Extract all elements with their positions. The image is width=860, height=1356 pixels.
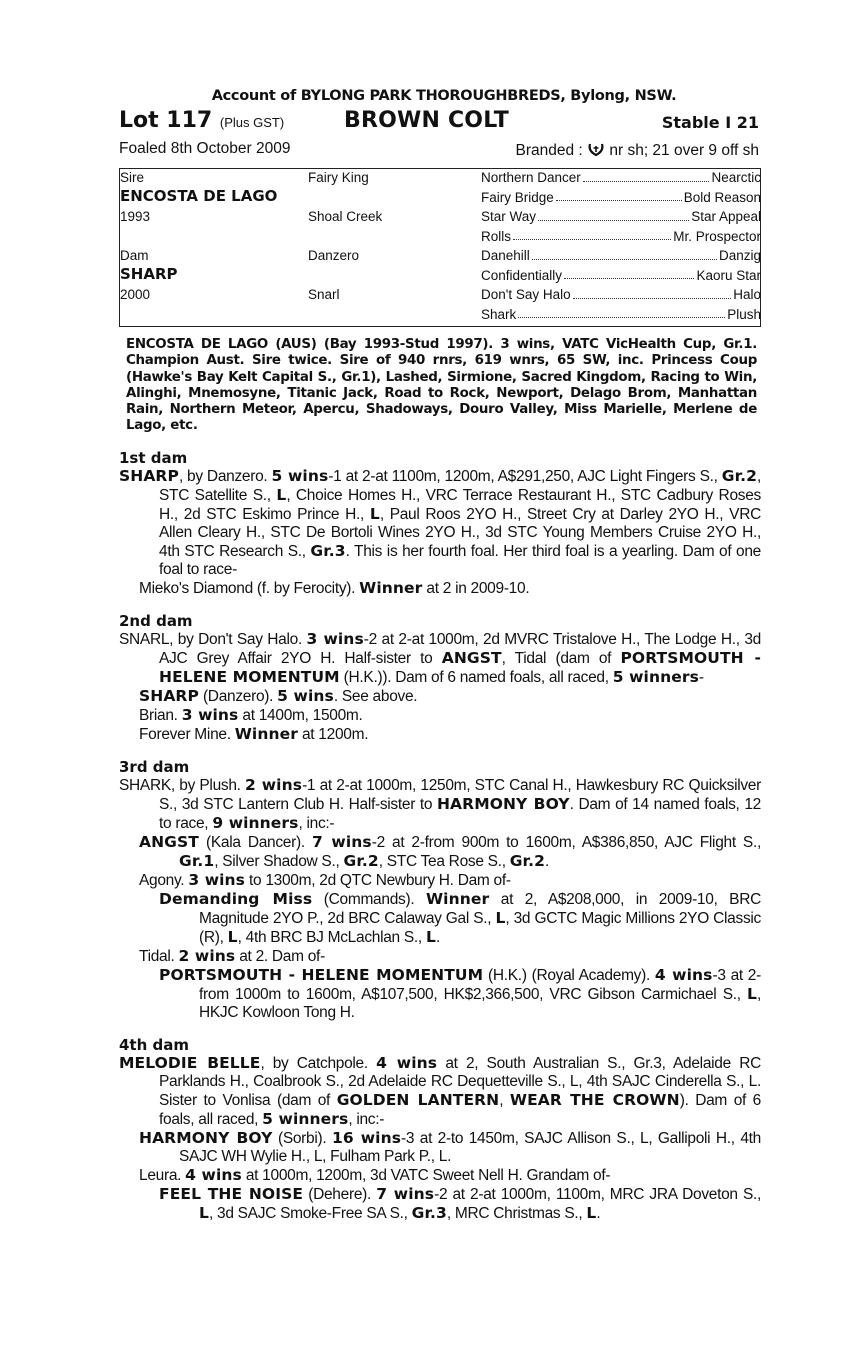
dam-name: SHARP xyxy=(120,265,178,283)
produce-record xyxy=(139,706,761,725)
record-text: (Danzero). xyxy=(198,687,278,705)
produce-record xyxy=(119,630,761,687)
bold-text: HARMONY BOY xyxy=(436,794,570,813)
bold-text: 3 wins xyxy=(188,870,245,889)
bold-text: L xyxy=(495,908,506,927)
record-text: . See above. xyxy=(333,687,418,705)
brand-mark-icon xyxy=(587,140,605,158)
record-text: , inc:- xyxy=(298,814,335,832)
record-text: at 2 in 2009-10. xyxy=(422,579,530,597)
record-text: -3 at 2-to 1450m, SAJC Allison S., L, Gallipoli H., 4th SAJC WH Wylie H., L, Fulham Park P., L. xyxy=(179,1129,761,1165)
record-text: , Tidal (dam of xyxy=(501,649,621,667)
ancestor-sire: Kaoru Star xyxy=(696,267,761,283)
record-text: at 1200m. xyxy=(297,725,369,743)
vendor-account: Account of BYLONG PARK THOROUGHBREDS, Bylong, NSW. xyxy=(211,88,677,104)
record-text: at 1000m, 1200m, 3d VATC Sweet Nell H. Grandam of- xyxy=(241,1166,611,1184)
dam-heading: 4th dam xyxy=(119,1035,189,1054)
record-text: , Choice Homes H., VRC Terrace Restaurant H., STC Cadbury Roses H., 2d STC Eskimo Prince H., xyxy=(159,486,761,523)
produce-record xyxy=(159,966,761,1022)
record-text: -1 at 2-at 1000m, 1250m, STC Canal H., Hawkesbury RC Quicksilver S., 3d STC Lantern Club H. Half-sister to xyxy=(159,776,761,813)
ancestor-row xyxy=(481,305,761,325)
record-text: , HKJC Kowloon Tong H. xyxy=(199,985,761,1021)
record-text: , Paul Roos 2YO H., Street Cry at Darley 2YO H., VRC Allen Cleary H., STC De Bortoli Wines 2YO H., 3d STC Young Members Cruise 2YO H., 4th STC Research S., xyxy=(159,505,761,560)
bold-text: L xyxy=(369,504,380,523)
produce-record xyxy=(139,871,761,890)
dam-year: 2000 xyxy=(120,287,151,302)
bold-text: 16 wins xyxy=(331,1128,402,1147)
record-text: Tidal. xyxy=(139,947,179,965)
record-text: at 2, A$208,000, in 2009-10, BRC Magnitude 2YO P., 2d BRC Calaway Gal S., xyxy=(199,890,762,927)
produce-record xyxy=(159,1185,761,1223)
bold-text: MELODIE BELLE xyxy=(119,1053,261,1072)
produce-record xyxy=(139,833,761,871)
ancestor-row xyxy=(481,207,761,227)
ancestor-row xyxy=(481,227,761,247)
ancestor-row xyxy=(481,246,761,266)
leader-dots xyxy=(583,168,710,182)
record-text: SHARK, by Plush. xyxy=(119,776,246,794)
record-text: -1 at 2-at 1100m, 1200m, A$291,250, AJC Light Fingers S., xyxy=(328,467,722,485)
bold-text: 5 wins xyxy=(271,466,329,485)
bold-text: HARMONY BOY xyxy=(139,1128,273,1147)
produce-record xyxy=(139,725,761,744)
bold-text: SHARP xyxy=(139,686,199,705)
dam-section xyxy=(119,1036,761,1223)
bold-text: Gr.3 xyxy=(411,1203,447,1222)
dam-section xyxy=(119,612,761,744)
branded-info xyxy=(516,140,759,160)
leader-dots xyxy=(556,188,682,202)
record-text: Forever Mine. xyxy=(139,725,235,743)
ancestor-row xyxy=(481,285,761,305)
bold-text: L xyxy=(586,1203,597,1222)
bold-text: Demanding Miss xyxy=(159,889,313,908)
bold-text: 9 winners xyxy=(212,813,299,832)
record-text: , 3d GCTC Magic Millions 2YO Classic (R), xyxy=(199,909,761,946)
leader-dots xyxy=(564,266,694,280)
ancestor-sire: Star Appeal xyxy=(691,209,761,224)
record-text: (H.K.) (Royal Academy). xyxy=(483,966,655,984)
record-text: -2 at 2-from 900m to 1600m, A$386,850, AJC Flight S., xyxy=(371,833,761,851)
record-text: , STC Satellite S., xyxy=(159,467,761,504)
produce-record xyxy=(139,1166,761,1185)
record-text: -2 at 2-at 1000m, 2d MVRC Tristalove H., The Lodge H., 3d AJC Grey Affair 2YO H. Half-sister to xyxy=(159,630,761,667)
ancestor-row xyxy=(481,188,761,208)
sire-dam: Shoal Creek xyxy=(308,209,383,224)
record-text: , STC Tea Rose S., xyxy=(378,852,510,870)
bold-text: L xyxy=(227,927,238,946)
bold-text: L xyxy=(276,485,287,504)
produce-record xyxy=(139,947,761,966)
branded-label: Branded : xyxy=(515,142,583,159)
bold-text: 5 wins xyxy=(277,686,334,705)
ancestor-name: Danehill xyxy=(481,248,530,263)
bold-text: GOLDEN LANTERN xyxy=(336,1090,500,1109)
record-text: , 4th BRC BJ McLachlan S., xyxy=(237,928,426,946)
bold-text: Winner xyxy=(234,724,298,743)
dam-sections xyxy=(119,449,761,1223)
leader-dots xyxy=(513,227,671,241)
ancestor-name: Don't Say Halo xyxy=(481,287,571,302)
bold-text: 7 wins xyxy=(311,832,372,851)
ancestor-name: Fairy Bridge xyxy=(481,189,554,205)
sire-year: 1993 xyxy=(120,209,151,224)
record-text: , xyxy=(499,1091,510,1109)
bold-text: FEEL THE NOISE xyxy=(159,1184,304,1203)
bold-text: L xyxy=(747,984,757,1003)
ancestor-row xyxy=(481,168,761,188)
leader-dots xyxy=(518,305,725,319)
record-text: - xyxy=(698,668,704,686)
bold-text: L xyxy=(425,927,436,946)
bold-text: 2 wins xyxy=(245,775,303,794)
sire-sire: Fairy King xyxy=(308,170,369,185)
record-text: Leura. xyxy=(139,1166,186,1184)
leader-dots xyxy=(573,285,732,299)
record-text: . xyxy=(435,928,440,946)
bold-text: 4 wins xyxy=(654,965,713,984)
bold-text: SHARP xyxy=(119,466,179,485)
record-text: Brian. xyxy=(139,706,182,724)
bold-text: Gr.2 xyxy=(343,851,379,870)
bold-text: ANGST xyxy=(139,832,199,851)
ancestor-sire: Nearctic xyxy=(711,170,761,185)
record-text: (H.K.)). Dam of 6 named foals, all raced, xyxy=(339,668,613,686)
record-text: to 1300m, 2d QTC Newbury H. Dam of- xyxy=(245,871,511,889)
dam-dam: Snarl xyxy=(308,287,340,302)
lot-label: Lot 117 xyxy=(119,108,213,133)
record-text: -3 at 2-from 1000m to 1600m, A$107,500, HK$2,366,500, VRC Gibson Carmichael S., xyxy=(199,966,761,1003)
produce-record xyxy=(139,579,761,598)
bold-text: Gr.3 xyxy=(310,541,346,560)
bold-text: 3 wins xyxy=(181,705,239,724)
sire-summary: ENCOSTA DE LAGO (AUS) (Bay 1993-Stud 1997). 3 wins, VATC VicHealth Cup, Gr.1. Champion Aust. Sire twice. Sire of 940 rnrs, 619 wnrs, 65 SW, inc. Princess Coup (Hawke's Bay Kelt Capital S., Gr.1), Lashed, Sirmione, Sacred Kingdom, Racing to Win, Alinghi, Mnemosyne, Titanic Jack, Road to Rock, Newport, Delago Brom, Manhattan Rain, Northern Meteor, Apercu, Shadoways, Douro Valley, Miss Marielle, Merlene de Lago, etc. xyxy=(126,337,757,434)
horse-description: BROWN COLT xyxy=(344,108,509,133)
record-text: Agony. xyxy=(139,871,189,889)
bold-text: 3 wins xyxy=(306,629,364,648)
dam-section xyxy=(119,758,761,1022)
ancestor-sire: Plush xyxy=(727,306,761,322)
foaled-date: Foaled 8th October 2009 xyxy=(119,140,291,157)
bold-text: Gr.1 xyxy=(179,851,215,870)
ancestor-sire: Mr. Prospector xyxy=(673,228,761,244)
bold-text: PORTSMOUTH - HELENE MOMENTUM xyxy=(159,965,484,984)
record-text: (Sorbi). xyxy=(272,1129,332,1147)
record-text: at 1400m, 1500m. xyxy=(238,706,363,724)
ancestor-name: Rolls xyxy=(481,228,512,244)
record-text: at 2, South Australian S., Gr.3, Adelaide RC Parklands H., Coalbrook S., 2d Adelaide RC Dequetteville S., L, 4th SAJC Cinderella S., L. Sister to Vonlisa (dam of xyxy=(159,1054,761,1109)
bold-text: PORTSMOUTH - HELENE MOMENTUM xyxy=(159,648,762,686)
record-text: Mieko's Diamond (f. by Ferocity). xyxy=(139,579,360,597)
ancestor-name: Northern Dancer xyxy=(481,170,581,185)
ancestor-row xyxy=(481,266,761,286)
bold-text: 5 winners xyxy=(262,1109,349,1128)
record-text: -2 at 2-at 1000m, 1100m, MRC JRA Doveton S., xyxy=(434,1185,761,1203)
record-text: SNARL, by Don't Say Halo. xyxy=(119,630,307,648)
ancestor-sire: Bold Reason xyxy=(683,189,761,205)
record-text: , Silver Shadow S., xyxy=(214,852,344,870)
lot-number xyxy=(119,108,284,133)
bold-text: L xyxy=(199,1203,209,1222)
sire-label: Sire xyxy=(120,170,145,185)
dam-heading: 3rd dam xyxy=(119,757,190,776)
record-text: . This is her fourth foal. Her third foal is a yearling. Dam of one foal to race- xyxy=(159,542,762,578)
dam-heading: 2nd dam xyxy=(119,611,193,630)
record-text: . xyxy=(596,1204,601,1222)
dam-heading: 1st dam xyxy=(119,448,188,467)
bold-text: ANGST xyxy=(441,648,502,667)
bold-text: Winner xyxy=(359,578,423,597)
ancestor-name: Confidentially xyxy=(481,267,563,283)
record-text: , by Danzero. xyxy=(178,467,272,485)
bold-text: 2 wins xyxy=(178,946,236,965)
foaled-row xyxy=(119,136,761,162)
record-text: at 2. Dam of- xyxy=(235,947,325,965)
stable-number: Stable I 21 xyxy=(661,113,759,132)
ancestor-name: Star Way xyxy=(481,209,537,224)
catalogue-page xyxy=(119,88,761,1223)
record-text: (Commands). xyxy=(312,890,426,908)
bold-text: 4 wins xyxy=(185,1165,242,1184)
bold-text: 7 wins xyxy=(376,1184,435,1203)
produce-record xyxy=(139,1129,761,1166)
lot-header-row xyxy=(119,108,761,136)
branded-detail: nr sh; 21 over 9 off sh xyxy=(609,142,759,159)
record-text: , by Catchpole. xyxy=(260,1054,377,1072)
plus-gst-note: (Plus GST) xyxy=(219,115,285,130)
ancestor-sire: Halo xyxy=(733,287,761,302)
produce-record xyxy=(139,687,761,706)
dam-section xyxy=(119,449,761,598)
record-text: ). Dam of 6 foals, all raced, xyxy=(159,1091,761,1128)
bold-text: Gr.2 xyxy=(509,851,545,870)
record-text: , MRC Christmas S., xyxy=(446,1204,587,1222)
record-text: (Kala Dancer). xyxy=(198,833,312,851)
record-text: , inc:- xyxy=(348,1110,385,1128)
leader-dots xyxy=(532,246,717,260)
produce-record xyxy=(159,890,761,947)
ancestor-name: Shark xyxy=(481,306,517,322)
record-text: , 3d SAJC Smoke-Free SA S., xyxy=(208,1204,412,1222)
dam-sire: Danzero xyxy=(308,248,360,263)
bold-text: Gr.2 xyxy=(721,466,757,485)
bold-text: 4 wins xyxy=(376,1053,438,1072)
bold-text: 5 winners xyxy=(612,667,699,686)
produce-record xyxy=(119,776,761,833)
ancestor-sire: Danzig xyxy=(718,248,761,263)
produce-record xyxy=(119,467,761,579)
pedigree-table xyxy=(119,168,761,327)
record-text: . Dam of 14 named foals, 12 to race, xyxy=(159,795,761,832)
bold-text: WEAR THE CROWN xyxy=(509,1090,680,1109)
dam-label: Dam xyxy=(120,248,149,263)
record-text: (Dehere). xyxy=(303,1185,377,1203)
record-text: . xyxy=(544,852,549,870)
sire-name: ENCOSTA DE LAGO xyxy=(120,187,278,205)
produce-record xyxy=(119,1054,761,1129)
bold-text: Winner xyxy=(425,889,490,908)
leader-dots xyxy=(538,207,689,221)
